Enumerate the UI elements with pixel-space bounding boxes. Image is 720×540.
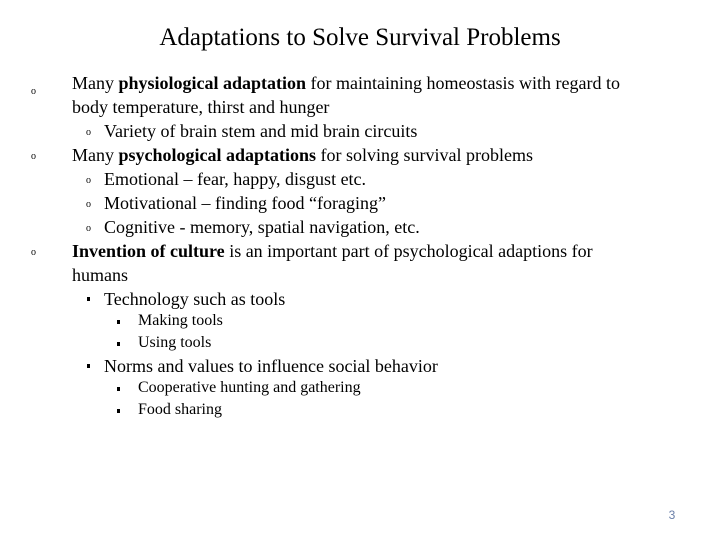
- bullet-2-pre: Many: [72, 145, 119, 165]
- bullet-2-sub-2: Motivational – finding food “foraging”: [104, 193, 386, 213]
- bullet-3-post: is an important part of psychological adaptions for: [224, 241, 593, 261]
- square-bullet-icon: [87, 297, 90, 301]
- circle-bullet-icon: o: [86, 127, 91, 138]
- bullet-2-post: for solving survival problems: [316, 145, 534, 165]
- bullet-3-sub-1: Technology such as tools: [104, 289, 286, 309]
- bullet-3-continuation: humans: [72, 265, 128, 285]
- bullet-2-sub-1: Emotional – fear, happy, disgust etc.: [104, 169, 367, 189]
- bullet-3-sub-1-item-2: Using tools: [138, 334, 212, 351]
- square-bullet-icon: [117, 409, 120, 413]
- square-bullet-icon: [117, 387, 120, 391]
- bullet-3-sub-2-item-1: Cooperative hunting and gathering: [138, 379, 361, 396]
- bullet-3-sub-2: Norms and values to influence social behavior: [104, 356, 438, 376]
- bullet-3-sub-2-item-2: Food sharing: [138, 401, 222, 418]
- bullet-2-text: [72, 143, 533, 167]
- circle-bullet-icon: o: [86, 199, 91, 210]
- bullet-1-continuation: body temperature, thirst and hunger: [72, 97, 330, 117]
- slide-title: Adaptations to Solve Survival Problems: [159, 24, 561, 51]
- square-bullet-icon: [117, 320, 120, 324]
- circle-bullet-icon: o: [31, 86, 36, 97]
- bullet-1-pre: Many: [72, 73, 119, 93]
- square-bullet-icon: [87, 364, 90, 368]
- circle-bullet-icon: o: [31, 247, 36, 258]
- circle-bullet-icon: o: [86, 223, 91, 234]
- circle-bullet-icon: o: [31, 151, 36, 162]
- bullet-3-bold: Invention of culture: [72, 241, 225, 261]
- bullet-1-text: [72, 71, 620, 95]
- bullet-2-bold: psychological adaptations: [118, 145, 317, 165]
- bullet-1-sub-1: Variety of brain stem and mid brain circuits: [104, 121, 418, 141]
- bullet-1-post: for maintaining homeostasis with regard to: [306, 73, 620, 93]
- bullet-3-sub-1-item-1: Making tools: [138, 312, 223, 329]
- page-number: 3: [668, 508, 676, 522]
- square-bullet-icon: [117, 342, 120, 346]
- bullet-1-bold: physiological adaptation: [118, 73, 307, 93]
- bullet-3-text: [72, 239, 593, 263]
- circle-bullet-icon: o: [86, 175, 91, 186]
- bullet-2-sub-3: Cognitive - memory, spatial navigation, etc.: [104, 217, 420, 237]
